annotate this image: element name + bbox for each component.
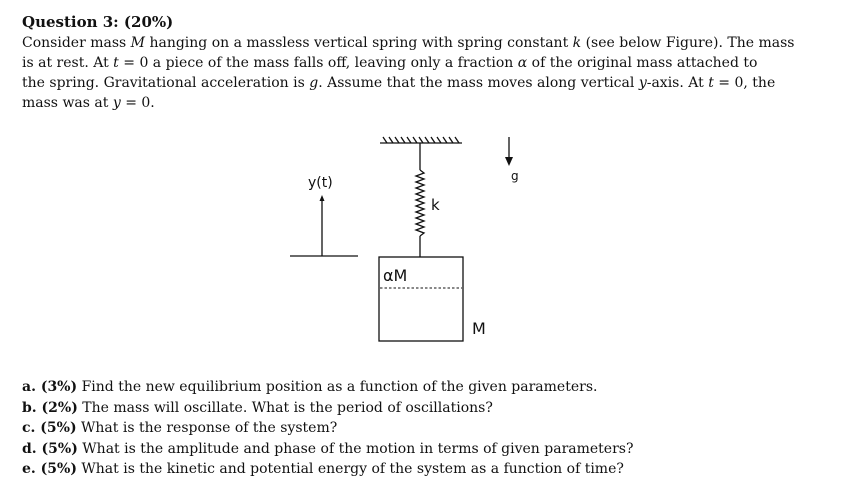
text-run: (see below Figure). The mass: [581, 35, 795, 51]
text-run: = 0, the: [713, 75, 776, 91]
question-label: d. (5%): [22, 440, 78, 457]
question-text: What is the kinetic and potential energy of the system as a function of time?: [76, 461, 624, 477]
text-run: -axis. At: [646, 75, 709, 91]
text-run: is at rest. At: [22, 55, 114, 71]
text-run: of the original mass attached to: [527, 55, 758, 71]
question-item-c: [22, 418, 633, 439]
text-run: = 0 a piece of the mass falls off, leaving only a fraction: [118, 55, 518, 71]
total-mass-label: M: [472, 319, 486, 338]
text-run: the spring. Gravitational acceleration is: [22, 75, 310, 91]
symbol-g: g: [309, 75, 319, 91]
question-list: [22, 377, 633, 480]
question-label: b. (2%): [22, 399, 78, 416]
question-item-d: [22, 439, 633, 460]
question-text: Find the new equilibrium position as a function of the given parameters.: [77, 379, 598, 395]
text-run: mass was at: [22, 95, 113, 111]
symbol-k: k: [572, 35, 582, 51]
gravity-arrow: [505, 137, 513, 166]
spring-constant-label: k: [431, 196, 440, 214]
symbol-t: t: [708, 75, 714, 91]
text-run: hanging on a massless vertical spring with spring constant: [145, 35, 573, 51]
question-label: a. (3%): [22, 379, 78, 395]
spring-coil: [416, 170, 424, 236]
symbol-m: M: [130, 35, 145, 51]
y-axis-arrowhead: [320, 195, 325, 201]
question-text: What is the response of the system?: [76, 420, 338, 436]
question-item-e: [22, 459, 633, 480]
ceiling-hatch: [383, 137, 459, 143]
gravity-arrow-head: [505, 157, 513, 166]
text-run: = 0.: [120, 95, 155, 111]
remaining-mass-label: αM: [383, 266, 408, 285]
symbol-y: y: [112, 95, 121, 111]
question-label: c. (5%): [22, 420, 77, 436]
question-text: The mass will oscillate. What is the period of oscillations?: [77, 399, 493, 416]
question-title: Question 3: (20%): [22, 13, 174, 31]
text-run: . Assume that the mass moves along vertical: [318, 75, 639, 91]
ceiling-support: [380, 137, 462, 143]
question-label: e. (5%): [22, 461, 77, 477]
symbol-alpha: α: [517, 55, 528, 71]
text-run: Consider mass: [22, 35, 131, 51]
y-axis-label: y(t): [308, 175, 333, 191]
symbol-y: y: [638, 75, 647, 91]
question-text: What is the amplitude and phase of the motion in terms of given parameters?: [77, 440, 634, 457]
question-item-b: [22, 398, 633, 419]
gravity-label: g: [511, 169, 519, 183]
y-axis: [290, 195, 358, 256]
spring: [416, 143, 424, 257]
symbol-t: t: [113, 55, 119, 71]
question-item-a: [22, 377, 633, 398]
